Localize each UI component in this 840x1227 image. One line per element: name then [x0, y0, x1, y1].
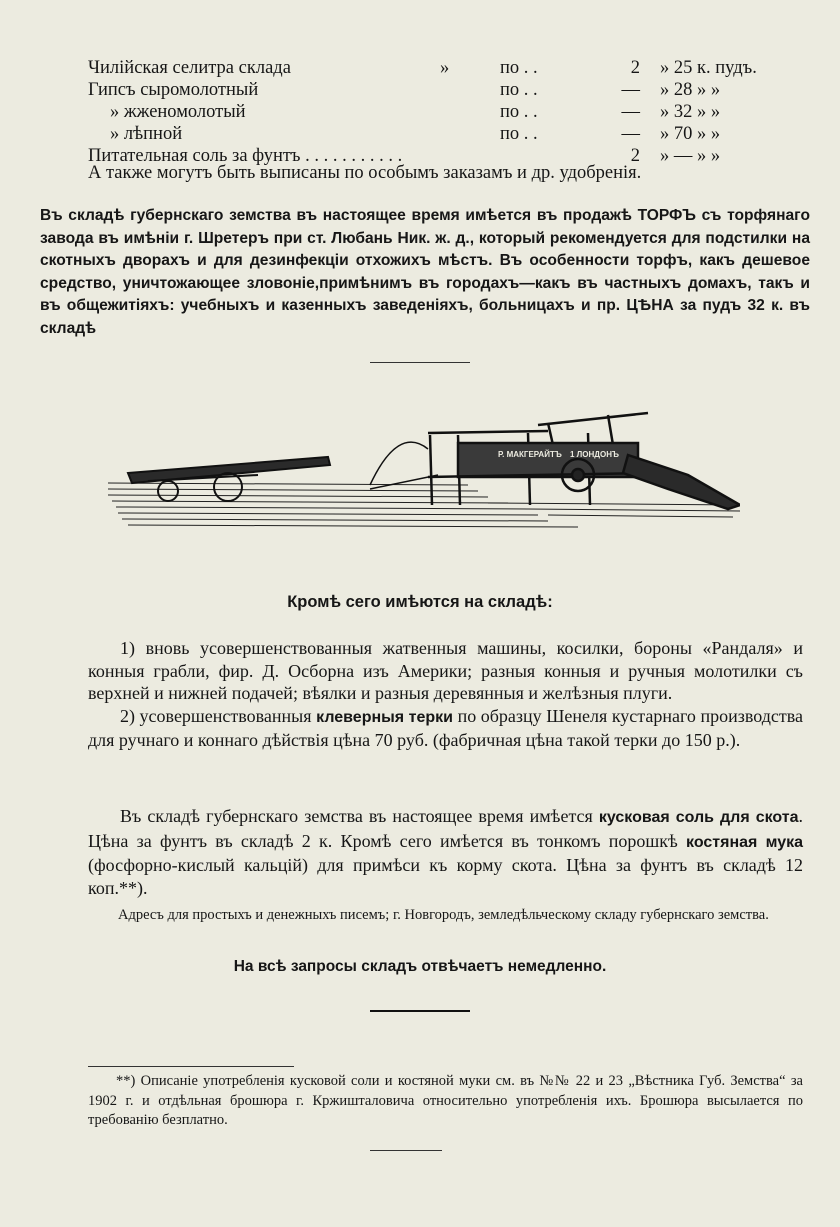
price-table [88, 58, 758, 168]
price-item-name: Чилійская селитра склада [88, 58, 291, 78]
items-list [88, 637, 803, 752]
price-row [88, 58, 758, 80]
item2-bold: клеверныя терки [316, 708, 453, 726]
salt-text-c: . Цѣна за фунтъ въ складѣ 2 к. Кромѣ сего имѣется въ тонкомъ порошкѣ [88, 806, 803, 851]
list-item: 1) вновь усовершенствованныя жатвенныя машины, косилки, бороны «Рандаля» и конныя грабли, фир. Д. Осборна изъ Америки; разныя конныя и ручныя молотилки съ верхней и нижней подачей; вѣялки и разныя деревянныя и желѣзныя плуги. [88, 638, 803, 704]
price-kopecks: » — » » [660, 146, 721, 166]
price-unit-po: по . . [500, 80, 538, 100]
machine-sign-right: 1 ЛОНДОНЪ [570, 450, 619, 459]
divider [370, 1010, 470, 1012]
also-available-heading: Кромѣ сего имѣются на складѣ: [287, 593, 553, 611]
item2-text: 2) усовершенствованныя [120, 705, 317, 726]
salt-text-a: Въ складѣ губернскаго земства въ настоящее время имѣется [120, 806, 599, 826]
list-item [88, 705, 803, 752]
salt-bold-a: кусковая соль для скота [598, 809, 799, 826]
item2-text-end: по образцу Шенеля кустарнаго производства для ручнаго и коннаго дѣйствія цѣна 70 руб. (фабричная цѣна такой терки до 150 р.). [88, 705, 803, 751]
divider [370, 362, 470, 363]
price-row [88, 124, 758, 146]
salt-paragraph [88, 805, 803, 899]
also-order-note: А также могутъ быть выписаны по особымъ заказамъ и др. удобренія. [88, 163, 642, 183]
price-unit-po: по . . [500, 124, 538, 144]
price-rubles: 2 [630, 146, 640, 166]
price-unit-po: по . . [500, 58, 538, 78]
price-row [88, 102, 758, 124]
footnote-rule [88, 1066, 294, 1067]
machine-sign-left: Р. МАКГЕРАЙТЪ [498, 450, 562, 459]
price-rubles: — [621, 124, 640, 144]
divider [370, 1150, 442, 1151]
threshing-machine-illustration [108, 405, 740, 555]
footnote-text: **) Описаніе употребленія кусковой соли и костяной муки см. въ №№ 22 и 23 „Вѣстника Губ. Земства“ за 1902 г. и отдѣльная брошюра г. Кржишталовича относительно употребленія ихъ. Брошюра высылается по требованію безплатно. [88, 1073, 803, 1128]
price-item-name: » жженомолотый [110, 102, 246, 122]
price-rubles: 2 [630, 58, 640, 78]
price-row [88, 80, 758, 102]
price-item-name: Питательная соль за фунтъ . . . . . . . . . . . [88, 146, 403, 166]
price-kopecks: » 25 к. пудъ. [660, 58, 757, 78]
price-kopecks: » 70 » » [660, 124, 721, 144]
postal-address: Адресъ для простыхъ и денежныхъ писемъ; г. Новгородъ, земледѣльческому складу губернскаго земства. [118, 907, 769, 923]
salt-text-e: (фосфорно-кислый кальцій) для примѣси къ корму скота. Цѣна за фунтъ въ складѣ 12 коп.**). [88, 855, 803, 898]
price-kopecks: » 32 » » [660, 102, 721, 122]
price-item-name: » лѣпной [110, 124, 183, 144]
price-kopecks: » 28 » » [660, 80, 721, 100]
price-unit-po: по . . [500, 102, 538, 122]
salt-bold-b: костяная мука [686, 833, 803, 851]
price-rubles: — [621, 102, 640, 122]
peat-paragraph: Въ складѣ губернскаго земства въ настоящее время имѣется въ продажѣ ТОРФЪ съ торфянаго завода въ имѣніи г. Шретеръ при ст. Любань Ник. ж. д., который рекомендуется для подстилки на скотныхъ дворахъ и для дезинфекціи отхожихъ мѣстъ. Въ особенности торфъ, какъ дешевое средство, уничтожающее зловоніе,примѣнимъ въ городахъ—какъ въ частныхъ домахъ, такъ и въ общежитіяхъ: учебныхъ и казенныхъ заведеніяхъ, больницахъ и пр. ЦѢНА за пудъ 32 к. въ складѣ [40, 207, 810, 337]
price-rubles: — [621, 80, 640, 100]
peat-announcement [40, 205, 810, 341]
reply-line: На всѣ запросы складъ отвѣчаетъ немедленно. [233, 958, 607, 975]
ditto-mark: » [440, 58, 450, 78]
price-item-name: Гипсъ сыромолотный [88, 80, 259, 100]
footnote [88, 1072, 803, 1131]
